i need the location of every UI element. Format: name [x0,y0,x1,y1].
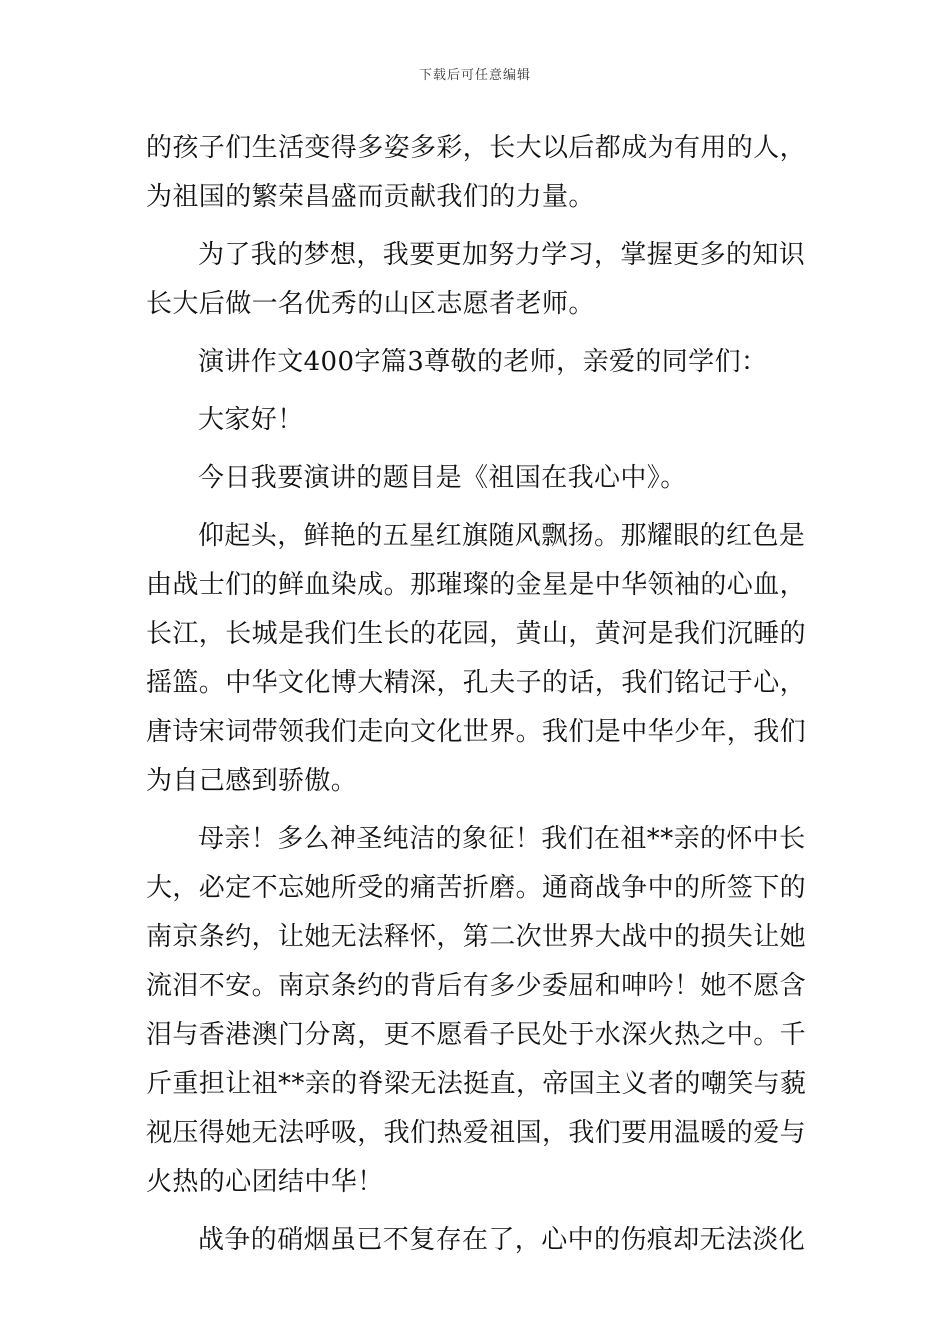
paragraph [146,231,808,329]
text-line: 长大后做一名优秀的山区志愿者老师。 [146,289,595,319]
text-line: 泪与香港澳门分离，更不愿看子民处于水深火热之中。千 [146,1020,807,1050]
document-body [146,124,808,1265]
text-line: 摇篮。中华文化博大精深，孔夫子的话，我们铭记于心， [146,668,807,698]
text-line: 为祖国的繁荣昌盛而贡献我们的力量。 [146,182,595,212]
text-line: 由战士们的鲜血染成。那璀璨的金星是中华领袖的心血， [146,570,807,600]
paragraph [146,124,808,222]
text-line: 演讲作文400字篇3尊敬的老师，亲爱的同学们： [198,347,768,377]
text-line: 战争的硝烟虽已不复存在了，心中的伤痕却无法淡化 [198,1225,806,1255]
paragraph-gap [146,329,808,338]
text-line: 唐诗宋词带领我们走向文化世界。我们是中华少年，我们 [146,717,807,747]
paragraph-gap [146,503,808,512]
text-line: 长江，长城是我们生长的花园，黄山，黄河是我们沉睡的 [146,619,807,649]
paragraph-gap [146,1207,808,1216]
paragraph-gap [146,222,808,231]
paragraph-gap [146,806,808,815]
text-line: 仰起头，鲜艳的五星红旗随风飘扬。那耀眼的红色是 [198,521,806,551]
text-line: 为自己感到骄傲。 [146,766,358,796]
page-header: 下载后可任意编辑 [418,68,531,83]
text-line: 流泪不安。南京条约的背后有多少委屈和呻吟！她不愿含 [146,971,807,1001]
paragraph [146,512,808,806]
text-line: 南京条约，让她无法释怀，第二次世界大战中的损失让她 [146,922,807,952]
paragraph [146,396,808,445]
paragraph [146,815,808,1207]
text-line: 的孩子们生活变得多姿多彩，长大以后都成为有用的人， [146,133,807,163]
paragraph [146,1216,808,1265]
text-line: 母亲！多么神圣纯洁的象征！我们在祖**亲的怀中长 [198,824,806,854]
text-line: 今日我要演讲的题目是《祖国在我心中》。 [198,463,687,493]
text-line: 视压得她无法呼吸，我们热爱祖国，我们要用温暖的爱与 [146,1118,807,1148]
text-line: 火热的心团结中华！ [146,1167,384,1197]
text-line: 大，必定不忘她所受的痛苦折磨。通商战争中的所签下的 [146,873,807,903]
text-line: 斤重担让祖**亲的脊梁无法挺直，帝国主义者的嘲笑与藐 [146,1069,807,1099]
paragraph-gap [146,387,808,396]
paragraph [146,454,808,503]
text-line: 为了我的梦想，我要更加努力学习，掌握更多的知识 [198,240,806,270]
text-line: 大家好！ [198,405,304,435]
paragraph-gap [146,445,808,454]
paragraph [146,338,808,387]
